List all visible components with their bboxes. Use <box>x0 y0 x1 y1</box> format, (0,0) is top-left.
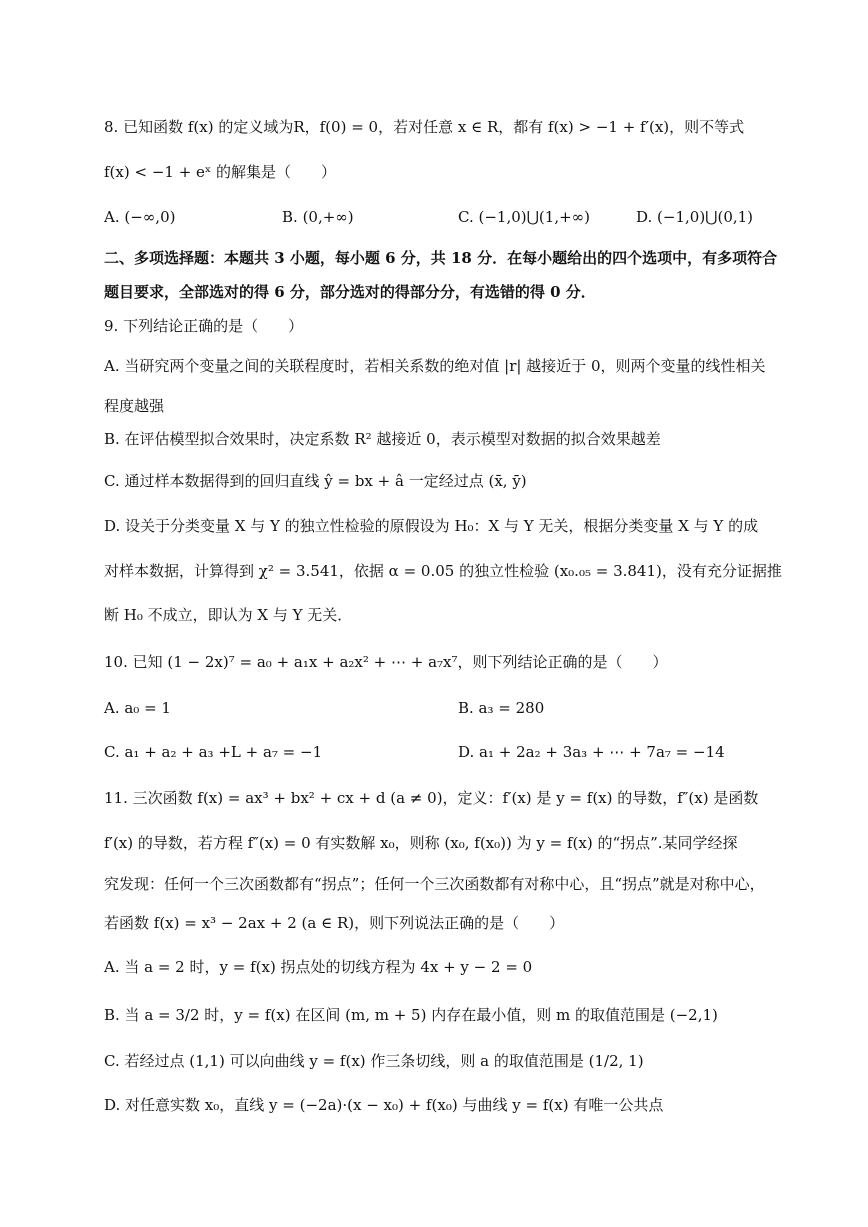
q8-option-d <box>636 206 753 228</box>
option-label: A. <box>104 208 120 226</box>
q10-option-d: D. a₁ + 2a₂ + 3a₃ + ⋯ + 7a₇ = −14 <box>458 743 725 761</box>
q11-option-c: C. 若经过点 (1,1) 可以向曲线 y = f(x) 作三条切线，则 a 的取值范围是 (1/2, 1) <box>104 1052 644 1070</box>
option-text: (−1,0)⋃(1,+∞) <box>478 208 591 226</box>
q10-option-b: B. a₃ = 280 <box>458 699 545 717</box>
q11-option-d: D. 对任意实数 x₀，直线 y = (−2a)·(x − x₀) + f(x₀) 与曲线 y = f(x) 有唯一公共点 <box>104 1096 664 1114</box>
q11-option-b: B. 当 a = 3/2 时，y = f(x) 在区间 (m, m + 5) 内存在最小值，则 m 的取值范围是 (−2,1) <box>104 1006 718 1024</box>
q10-stem: 10. 已知 (1 − 2x)⁷ = a₀ + a₁x + a₂x² + ⋯ + a₇x⁷，则下列结论正确的是（ ） <box>104 653 668 671</box>
q9-option-d-line1: D. 设关于分类变量 X 与 Y 的独立性检验的原假设为 H₀：X 与 Y 无关，根据分类变量 X 与 Y 的成 <box>104 517 759 535</box>
option-text: (0,+∞) <box>302 208 354 226</box>
q11-stem-line4: 若函数 f(x) = x³ − 2ax + 2 (a ∈ R)，则下列说法正确的是（ ） <box>104 914 565 932</box>
q8-option-b <box>282 206 354 228</box>
q10-option-a: A. a₀ = 1 <box>104 699 171 717</box>
q9-option-c: C. 通过样本数据得到的回归直线 ŷ = bx + â 一定经过点 (x̄, ȳ) <box>104 472 527 490</box>
option-text: (−1,0)⋃(0,1) <box>657 208 754 226</box>
section2-line1: 二、多项选择题：本题共 3 小题，每小题 6 分，共 18 分．在每小题给出的四个选项中，有多项符合 <box>104 249 778 267</box>
option-label: B. <box>282 208 298 226</box>
q9-option-b: B. 在评估模型拟合效果时，决定系数 R² 越接近 0，表示模型对数据的拟合效果越差 <box>104 430 661 448</box>
q8-option-a <box>104 206 175 228</box>
q9-option-d-line2: 对样本数据，计算得到 χ² = 3.541，依据 α = 0.05 的独立性检验 (x₀.₀₅ = 3.841)，没有充分证据推 <box>104 562 782 580</box>
q8-stem-line1: 8. 已知函数 f(x) 的定义域为R，f(0) = 0，若对任意 x ∈ R，都有 f(x) > −1 + f′(x)，则不等式 <box>104 118 745 136</box>
q8-stem-line2: f(x) < −1 + eˣ 的解集是（ ） <box>104 163 337 181</box>
q9-option-d-line3: 断 H₀ 不成立，即认为 X 与 Y 无关． <box>104 606 353 624</box>
q11-stem-line2: f′(x) 的导数，若方程 f″(x) = 0 有实数解 x₀，则称 (x₀, f(x₀)) 为 y = f(x) 的“拐点”.某同学经探 <box>104 834 738 852</box>
q11-stem-line1: 11. 三次函数 f(x) = ax³ + bx² + cx + d (a ≠ 0)，定义：f′(x) 是 y = f(x) 的导数，f″(x) 是函数 <box>104 789 759 807</box>
q8-option-c <box>458 206 590 228</box>
option-label: C. <box>458 208 474 226</box>
q10-option-c: C. a₁ + a₂ + a₃ +L + a₇ = −1 <box>104 743 323 761</box>
q9-option-a-line2: 程度越强 <box>104 397 165 415</box>
option-label: D. <box>636 208 653 226</box>
q11-stem-line3: 究发现：任何一个三次函数都有“拐点”；任何一个三次函数都有对称中心，且“拐点”就是对称中心， <box>104 875 765 893</box>
q9-option-a-line1: A. 当研究两个变量之间的关联程度时，若相关系数的绝对值 |r| 越接近于 0，则两个变量的线性相关 <box>104 357 766 375</box>
q9-stem: 9. 下列结论正确的是（ ） <box>104 317 304 335</box>
section2-line2: 题目要求，全部选对的得 6 分，部分选对的得部分分，有选错的得 0 分． <box>104 283 596 301</box>
option-text: (−∞,0) <box>124 208 176 226</box>
q11-option-a: A. 当 a = 2 时，y = f(x) 拐点处的切线方程为 4x + y − 2 = 0 <box>104 958 533 976</box>
